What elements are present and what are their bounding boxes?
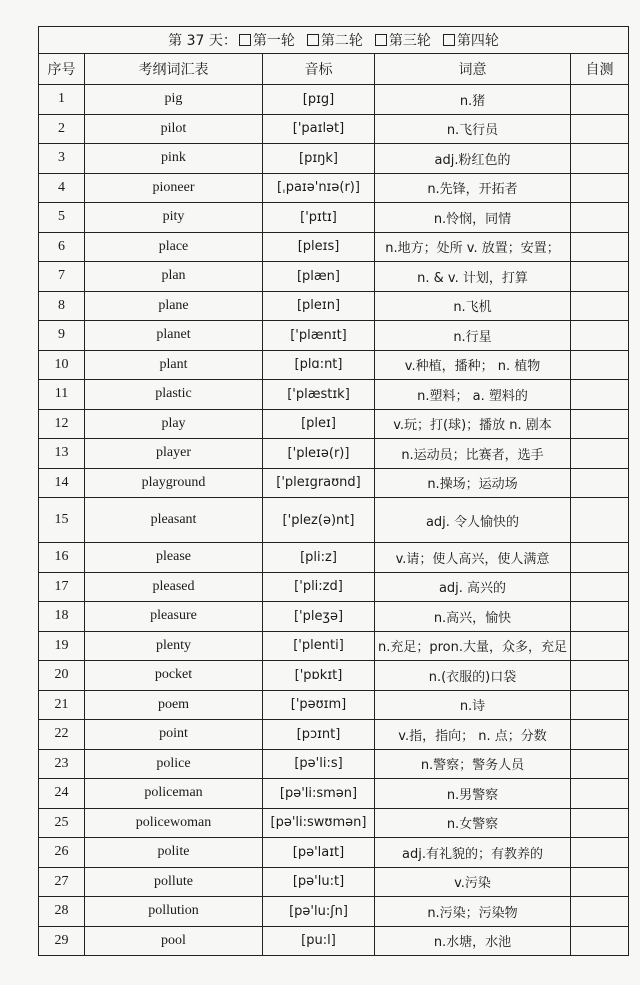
table-row: [39, 409, 629, 439]
table-row: [39, 498, 629, 543]
meaning-cell: n.猪: [375, 85, 571, 115]
meaning-cell: n.(衣服的)口袋: [375, 661, 571, 691]
word-cell: policeman: [85, 779, 263, 809]
row-number: 12: [39, 409, 85, 439]
table-row: [39, 602, 629, 632]
meaning-cell: n.诗: [375, 690, 571, 720]
phonetic-cell: [pə'lu:ʃn]: [263, 897, 375, 927]
table-row: [39, 661, 629, 691]
phonetic-cell: ['paɪlət]: [263, 114, 375, 144]
phonetic-cell: ['pleɪə(r)]: [263, 439, 375, 469]
vocabulary-rows: [39, 85, 629, 956]
table-row: [39, 350, 629, 380]
self-test-cell[interactable]: [571, 439, 629, 469]
row-number: 28: [39, 897, 85, 927]
row-number: 4: [39, 173, 85, 203]
word-cell: plenty: [85, 631, 263, 661]
meaning-cell: n.运动员；比赛者，选手: [375, 439, 571, 469]
self-test-cell[interactable]: [571, 572, 629, 602]
table-row: [39, 173, 629, 203]
header-word: 考纲词汇表: [85, 54, 263, 85]
phonetic-cell: [pə'laɪt]: [263, 838, 375, 868]
table-row: [39, 439, 629, 469]
word-cell: play: [85, 409, 263, 439]
self-test-cell[interactable]: [571, 838, 629, 868]
phonetic-cell: ['plez(ə)nt]: [263, 498, 375, 543]
self-test-cell[interactable]: [571, 661, 629, 691]
table-row: [39, 690, 629, 720]
round-1-label: 第一轮: [252, 33, 295, 49]
word-cell: poem: [85, 690, 263, 720]
meaning-cell: adj.有礼貌的；有教养的: [375, 838, 571, 868]
table-row: [39, 321, 629, 351]
self-test-cell[interactable]: [571, 631, 629, 661]
round-3-label: 第三轮: [388, 33, 431, 49]
phonetic-cell: [plæn]: [263, 262, 375, 292]
table-row: [39, 262, 629, 292]
phonetic-cell: [pleɪ]: [263, 409, 375, 439]
word-cell: pleasure: [85, 602, 263, 632]
phonetic-cell: ['pɒkɪt]: [263, 661, 375, 691]
day-label: 第 37 天：: [168, 33, 237, 49]
table-row: [39, 291, 629, 321]
word-cell: planet: [85, 321, 263, 351]
table-row: [39, 114, 629, 144]
phonetic-cell: ['pəʊɪm]: [263, 690, 375, 720]
self-test-cell[interactable]: [571, 262, 629, 292]
phonetic-cell: [ˌpaɪə'nɪə(r)]: [263, 173, 375, 203]
self-test-cell[interactable]: [571, 144, 629, 174]
word-cell: plane: [85, 291, 263, 321]
self-test-cell[interactable]: [571, 409, 629, 439]
table-row: [39, 867, 629, 897]
self-test-cell[interactable]: [571, 690, 629, 720]
self-test-cell[interactable]: [571, 926, 629, 956]
table-row: [39, 720, 629, 750]
table-row: [39, 631, 629, 661]
column-header-row: [39, 54, 629, 85]
table-row: [39, 543, 629, 573]
phonetic-cell: ['plæstɪk]: [263, 380, 375, 410]
table-row: [39, 203, 629, 233]
row-number: 24: [39, 779, 85, 809]
table-row: [39, 779, 629, 809]
phonetic-cell: [pɪg]: [263, 85, 375, 115]
phonetic-cell: ['plenti]: [263, 631, 375, 661]
table-row: [39, 897, 629, 927]
row-number: 20: [39, 661, 85, 691]
row-number: 9: [39, 321, 85, 351]
round-2-label: 第二轮: [320, 33, 363, 49]
meaning-cell: v.请；使人高兴，使人满意: [375, 543, 571, 573]
meaning-cell: adj. 令人愉快的: [375, 498, 571, 543]
phonetic-cell: [pɔɪnt]: [263, 720, 375, 750]
meaning-cell: n.污染；污染物: [375, 897, 571, 927]
meaning-cell: n.充足；pron.大量，众多，充足: [375, 631, 571, 661]
round-2-checkbox[interactable]: [307, 34, 319, 46]
self-test-cell[interactable]: [571, 543, 629, 573]
meaning-cell: n.男警察: [375, 779, 571, 809]
word-cell: pleased: [85, 572, 263, 602]
meaning-cell: n.女警察: [375, 808, 571, 838]
self-test-cell[interactable]: [571, 720, 629, 750]
word-cell: pleasant: [85, 498, 263, 543]
vocabulary-sheet: [38, 26, 628, 956]
table-row: [39, 749, 629, 779]
vocabulary-table: [38, 26, 629, 956]
meaning-cell: adj. 高兴的: [375, 572, 571, 602]
phonetic-cell: [pə'li:swʊmən]: [263, 808, 375, 838]
row-number: 6: [39, 232, 85, 262]
meaning-cell: n.水塘，水池: [375, 926, 571, 956]
row-number: 22: [39, 720, 85, 750]
word-cell: pilot: [85, 114, 263, 144]
row-number: 5: [39, 203, 85, 233]
word-cell: pioneer: [85, 173, 263, 203]
meaning-cell: v.种植，播种； n. 植物: [375, 350, 571, 380]
self-test-cell[interactable]: [571, 867, 629, 897]
phonetic-cell: [pə'li:smən]: [263, 779, 375, 809]
word-cell: pity: [85, 203, 263, 233]
table-row: [39, 808, 629, 838]
phonetic-cell: [pleɪn]: [263, 291, 375, 321]
row-number: 7: [39, 262, 85, 292]
word-cell: point: [85, 720, 263, 750]
self-test-cell[interactable]: [571, 203, 629, 233]
round-4-checkbox[interactable]: [443, 34, 455, 46]
row-number: 10: [39, 350, 85, 380]
row-number: 26: [39, 838, 85, 868]
self-test-cell[interactable]: [571, 897, 629, 927]
self-test-cell[interactable]: [571, 808, 629, 838]
header-phonetic: 音标: [263, 54, 375, 85]
word-cell: pig: [85, 85, 263, 115]
round-3-checkbox[interactable]: [375, 34, 387, 46]
meaning-cell: n.警察；警务人员: [375, 749, 571, 779]
phonetic-cell: [pli:z]: [263, 543, 375, 573]
meaning-cell: n.地方；处所 v. 放置；安置；: [375, 232, 571, 262]
row-number: 18: [39, 602, 85, 632]
self-test-cell[interactable]: [571, 173, 629, 203]
word-cell: plastic: [85, 380, 263, 410]
self-test-cell[interactable]: [571, 350, 629, 380]
table-row: [39, 572, 629, 602]
row-number: 15: [39, 498, 85, 543]
phonetic-cell: ['pli:zd]: [263, 572, 375, 602]
day-title-row: [39, 27, 629, 54]
phonetic-cell: ['plænɪt]: [263, 321, 375, 351]
meaning-cell: v.指，指向； n. 点；分数: [375, 720, 571, 750]
self-test-cell[interactable]: [571, 602, 629, 632]
self-test-cell[interactable]: [571, 291, 629, 321]
row-number: 23: [39, 749, 85, 779]
header-self-test: 自测: [571, 54, 629, 85]
meaning-cell: n.怜悯，同情: [375, 203, 571, 233]
phonetic-cell: ['pɪtɪ]: [263, 203, 375, 233]
word-cell: player: [85, 439, 263, 469]
table-row: [39, 838, 629, 868]
table-row: [39, 85, 629, 115]
header-num: 序号: [39, 54, 85, 85]
row-number: 16: [39, 543, 85, 573]
meaning-cell: n. & v. 计划，打算: [375, 262, 571, 292]
round-4-label: 第四轮: [456, 33, 499, 49]
meaning-cell: n.操场；运动场: [375, 468, 571, 498]
row-number: 29: [39, 926, 85, 956]
self-test-cell[interactable]: [571, 749, 629, 779]
self-test-cell[interactable]: [571, 468, 629, 498]
word-cell: pollution: [85, 897, 263, 927]
word-cell: place: [85, 232, 263, 262]
phonetic-cell: [plɑ:nt]: [263, 350, 375, 380]
table-row: [39, 144, 629, 174]
meaning-cell: n.行星: [375, 321, 571, 351]
meaning-cell: v.污染: [375, 867, 571, 897]
table-row: [39, 380, 629, 410]
row-number: 27: [39, 867, 85, 897]
row-number: 1: [39, 85, 85, 115]
word-cell: plant: [85, 350, 263, 380]
phonetic-cell: [pə'lu:t]: [263, 867, 375, 897]
row-number: 13: [39, 439, 85, 469]
self-test-cell[interactable]: [571, 380, 629, 410]
table-row: [39, 926, 629, 956]
phonetic-cell: [pɪŋk]: [263, 144, 375, 174]
word-cell: policewoman: [85, 808, 263, 838]
phonetic-cell: ['pleɪgraʊnd]: [263, 468, 375, 498]
header-meaning: 词意: [375, 54, 571, 85]
word-cell: playground: [85, 468, 263, 498]
round-1-checkbox[interactable]: [239, 34, 251, 46]
word-cell: police: [85, 749, 263, 779]
word-cell: pollute: [85, 867, 263, 897]
row-number: 21: [39, 690, 85, 720]
phonetic-cell: [pu:l]: [263, 926, 375, 956]
phonetic-cell: [pə'li:s]: [263, 749, 375, 779]
meaning-cell: n.塑料； a. 塑料的: [375, 380, 571, 410]
word-cell: polite: [85, 838, 263, 868]
table-row: [39, 468, 629, 498]
meaning-cell: n.飞行员: [375, 114, 571, 144]
word-cell: please: [85, 543, 263, 573]
meaning-cell: adj.粉红色的: [375, 144, 571, 174]
meaning-cell: n.高兴，愉快: [375, 602, 571, 632]
self-test-cell[interactable]: [571, 232, 629, 262]
row-number: 17: [39, 572, 85, 602]
meaning-cell: n.先锋，开拓者: [375, 173, 571, 203]
row-number: 19: [39, 631, 85, 661]
self-test-cell[interactable]: [571, 498, 629, 543]
word-cell: pocket: [85, 661, 263, 691]
word-cell: pink: [85, 144, 263, 174]
row-number: 3: [39, 144, 85, 174]
row-number: 14: [39, 468, 85, 498]
row-number: 8: [39, 291, 85, 321]
self-test-cell[interactable]: [571, 85, 629, 115]
self-test-cell[interactable]: [571, 321, 629, 351]
phonetic-cell: ['pleʒə]: [263, 602, 375, 632]
word-cell: pool: [85, 926, 263, 956]
row-number: 2: [39, 114, 85, 144]
self-test-cell[interactable]: [571, 114, 629, 144]
word-cell: plan: [85, 262, 263, 292]
meaning-cell: v.玩；打(球)；播放 n. 剧本: [375, 409, 571, 439]
self-test-cell[interactable]: [571, 779, 629, 809]
meaning-cell: n.飞机: [375, 291, 571, 321]
row-number: 25: [39, 808, 85, 838]
table-row: [39, 232, 629, 262]
phonetic-cell: [pleɪs]: [263, 232, 375, 262]
row-number: 11: [39, 380, 85, 410]
